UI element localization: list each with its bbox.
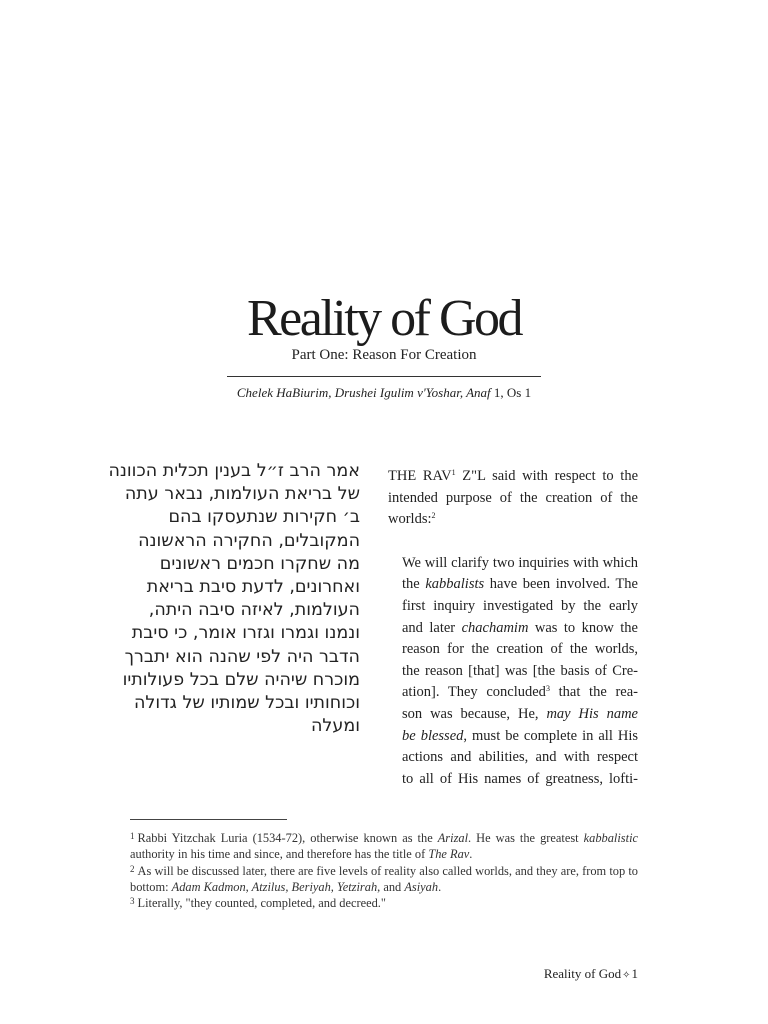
english-line [388, 682, 638, 704]
footnote-2-line [130, 879, 638, 895]
text-span: and later [402, 619, 462, 636]
italic-term: be blessed [402, 727, 464, 744]
english-line: first inquiry investigated by the early [402, 597, 638, 614]
paragraph-gap [388, 531, 638, 553]
footnote-1-line [130, 830, 638, 846]
text-span: Z"L said with respect to the [455, 468, 639, 484]
text-span: . [469, 847, 473, 862]
english-line: reason for the creation of the worlds, [402, 641, 638, 658]
text-span: that the rea- [549, 684, 638, 701]
hebrew-line: אמר הרב ז״ל בענין תכלית הכוונה [108, 461, 360, 481]
text-span: ation]. They concluded [402, 684, 546, 701]
page-title: Reality of God [246, 290, 522, 347]
text-span: worlds: [388, 511, 432, 528]
footnote-divider [130, 819, 287, 820]
source-reference [0, 385, 768, 401]
footnote-2-line [130, 863, 638, 879]
title-divider [227, 376, 541, 377]
footnote-ref-1[interactable]: 1 [451, 468, 456, 477]
footnote-ref-2[interactable]: 2 [431, 511, 436, 521]
hebrew-line: מוכרח שיהיה שלם בכל פעולותיו [122, 669, 360, 690]
page-footer [540, 966, 638, 984]
hebrew-line: וכוחותיו ובכל שמותיו של גדולה [133, 693, 360, 714]
english-line [388, 509, 638, 531]
page-subtitle: Part One: Reason For Creation [291, 347, 477, 363]
english-line: intended purpose of the creation of the [388, 489, 638, 506]
english-line [388, 618, 638, 640]
running-title: Reality of God [543, 966, 622, 981]
footnote-1-line [130, 846, 638, 862]
text-span: authority in his time and since, and therefore has the title of [130, 847, 429, 862]
hebrew-line: מה שחקרו חכמים ראשונים [159, 553, 360, 574]
italic-term: Arizal [437, 831, 469, 845]
hebrew-line: ב׳ חקירות שנתעסקו בהם [168, 507, 360, 528]
text-span: THE RAV [388, 468, 452, 484]
ornament-icon: ✧ [622, 970, 631, 981]
english-line: the reason [that] was [the basis of Cre- [402, 662, 638, 679]
source-reference-plain: 1, Os 1 [490, 385, 532, 400]
italic-term: kabbalists [425, 576, 485, 593]
hebrew-line: המקובלים, החקירה הראשונה [138, 530, 360, 551]
hebrew-line: ונמנו וגמרו וגזרו אומר, כי סיבת [131, 623, 360, 644]
english-line [388, 726, 638, 748]
text-span: As will be discussed later, there are five levels of reality also called worlds, and they are, from top to [137, 863, 638, 878]
english-line: actions and abilities, and with respect [402, 749, 638, 766]
italic-term: The Rav [428, 847, 470, 862]
text-span: Literally, "they counted, completed, and decreed." [137, 896, 386, 911]
italic-term: chachamim [461, 619, 529, 636]
hebrew-line: ואחרונים, לדעת סיבת בריאת [146, 577, 360, 598]
hebrew-line: העולמות, לאיזה סיבה היתה, [148, 600, 360, 621]
english-line: We will clarify two inquiries with which [402, 554, 638, 571]
footnotes [130, 830, 638, 911]
footnote-3-line [130, 895, 638, 911]
hebrew-line: של בריאת העולמות, נבאר עתה [124, 484, 360, 505]
text-span: bottom: [130, 879, 172, 894]
italic-term: kabbalistic [583, 831, 639, 845]
text-span: , must be complete in all His [463, 727, 638, 744]
english-line: to all of His names of greatness, lofti- [402, 770, 638, 787]
source-reference-italic: Chelek HaBiurim, Drushei Igulim v'Yoshar, Anaf [236, 385, 491, 400]
text-span: son was because, He, [402, 705, 547, 722]
hebrew-line: ומעלה [311, 716, 360, 737]
text-span: the [402, 576, 426, 593]
english-line [388, 574, 638, 596]
text-span: . [438, 879, 442, 894]
text-span: . He was the greatest [468, 831, 584, 845]
footnote-ref-3[interactable]: 3 [545, 684, 550, 694]
italic-term: Asiyah [404, 879, 439, 894]
english-line [388, 704, 638, 726]
footnote-number: 3 [130, 896, 135, 907]
footnote-number: 1 [130, 831, 135, 841]
text-span: was to know the [528, 619, 638, 636]
english-text-column [388, 466, 638, 790]
text-span: have been involved. The [484, 576, 638, 593]
hebrew-line: הדבר היה לפי שהנה הוא יתברך [124, 646, 360, 667]
italic-term: may His name [546, 705, 638, 722]
footnote-number: 2 [130, 863, 135, 874]
italic-term: Adam Kadmon, Atzilus, Beriyah, Yetzirah [171, 879, 378, 894]
page-number: 1 [631, 966, 638, 981]
hebrew-text-column [108, 460, 360, 738]
english-line [388, 466, 638, 488]
text-span: , and [377, 879, 405, 894]
text-span: Rabbi Yitzchak Luria (1534-72), otherwise known as the [137, 831, 438, 845]
